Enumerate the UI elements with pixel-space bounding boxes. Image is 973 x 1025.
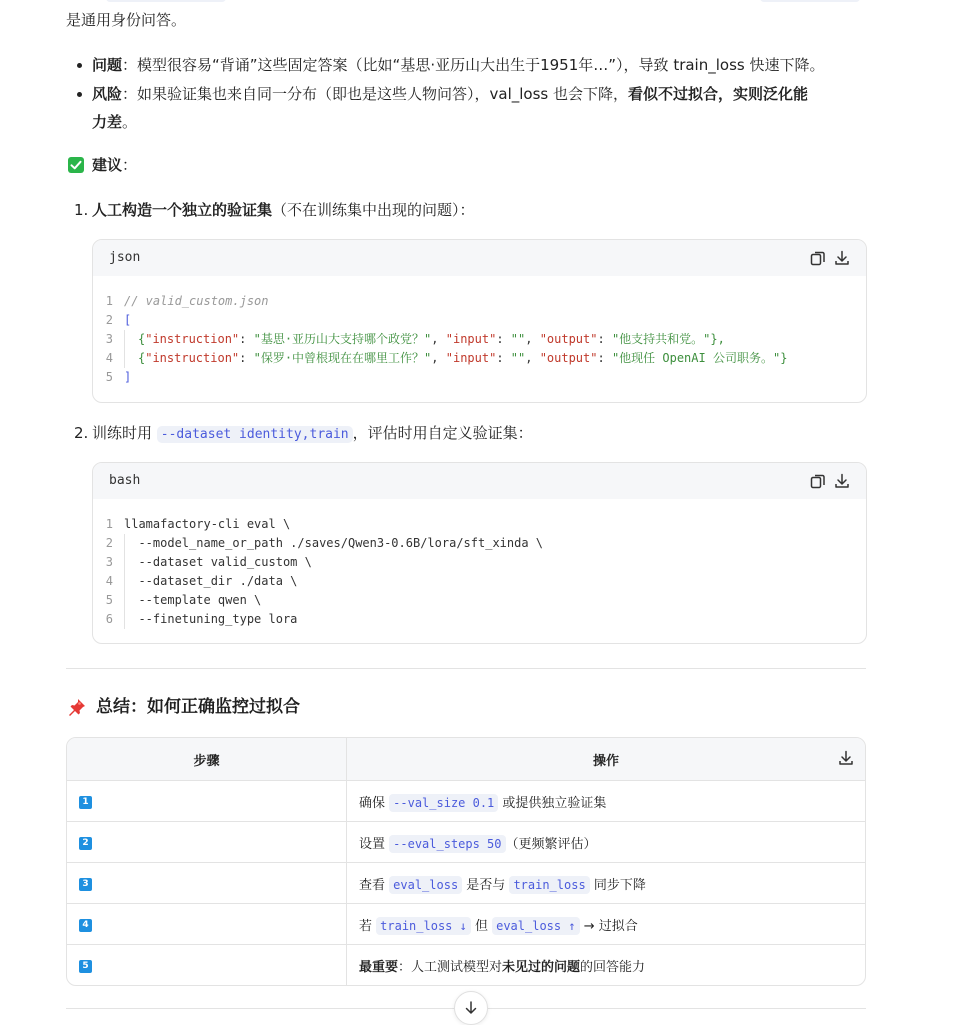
number-badge-icon: 2: [79, 837, 92, 850]
line-number: 6: [105, 612, 113, 626]
cell-bold-text: 未见过的问题: [502, 959, 581, 975]
step1-rest: （不在训练集中出现的问题）：: [272, 201, 475, 219]
copy-icon[interactable]: [809, 249, 827, 267]
copy-icon[interactable]: [809, 472, 827, 490]
code-block-body: [93, 276, 866, 402]
code-block-body: [93, 499, 866, 643]
step1-text: [92, 196, 475, 224]
bullet-risk-label: 风险: [92, 85, 123, 103]
code-block-header: [93, 463, 866, 499]
table-row: [67, 822, 865, 863]
bullet-dot: [77, 92, 82, 97]
cell-text: → 过拟合: [579, 918, 638, 934]
step-cell: [67, 904, 347, 945]
number-badge-icon: 1: [79, 796, 92, 809]
bullet-risk-text: ：如果验证集也来自同一分布（即也是这些人物问答），val_loss 也会下降，: [122, 85, 628, 103]
cell-text: 若: [359, 918, 377, 934]
cell-text: 确保: [359, 795, 390, 811]
code-line: --template qwen \: [124, 593, 262, 607]
table-header-step: 步骤: [67, 738, 347, 781]
json-key: "instruction": [145, 351, 240, 365]
number-badge-icon: 4: [79, 919, 92, 932]
line-number: 3: [105, 555, 113, 569]
code-line: [124, 368, 131, 387]
json-value: "他现任 OpenAI 公司职务。": [611, 351, 781, 365]
table-row: [67, 781, 865, 822]
json-value: "基思·亚历山大支持哪个政党？": [253, 332, 432, 346]
step2-number: 2.: [74, 424, 89, 442]
step2-inline-code: --dataset identity,train: [157, 426, 353, 443]
inline-code: --eval_steps 50: [389, 835, 505, 853]
indent-guide: [124, 330, 125, 368]
table-row: [67, 863, 865, 904]
code-bracket: [: [124, 313, 132, 327]
line-number: 2: [105, 536, 113, 550]
cell-text: 或提供独立验证集: [498, 795, 607, 811]
inline-code: eval_loss ↑: [492, 917, 579, 935]
cell-text: 但: [470, 918, 493, 934]
action-cell: [347, 863, 865, 904]
code-language-label: bash: [109, 473, 141, 488]
step2-text: [92, 419, 533, 449]
action-cell: [347, 822, 865, 863]
cell-text: 设置: [359, 836, 390, 852]
code-block-header: [93, 240, 866, 276]
json-key: "instruction": [145, 332, 240, 346]
arrow-down-icon: [462, 999, 480, 1017]
code-language-label: json: [109, 250, 141, 265]
suggestion-heading: [92, 151, 137, 179]
top-partial-line: 是通用身份问答。: [66, 11, 187, 29]
action-cell: [347, 781, 865, 822]
cell-text: 同步下降: [589, 877, 646, 893]
section-divider: [66, 668, 866, 669]
bullet-problem: [92, 51, 872, 79]
code-comment: // valid_custom.json: [124, 294, 269, 308]
code-line: {"instruction": "基思·亚历山大支持哪个政党？", "input": "", "output": "他支持共和党。"},: [138, 332, 725, 346]
top-partial-strip: [66, 0, 866, 4]
bullet-risk: [92, 80, 872, 136]
json-key: "input": [445, 332, 497, 346]
suggestion-label: 建议: [92, 156, 123, 174]
json-key: "output": [539, 332, 598, 346]
bullet-risk-end: 。: [122, 113, 138, 131]
code-line: --dataset_dir ./data \: [124, 574, 298, 588]
table-row: [67, 945, 865, 985]
json-end: }: [780, 351, 788, 365]
table-header-action-label: 操作: [592, 753, 619, 769]
cell-text: 的回答能力: [580, 959, 646, 975]
bullet-risk-bold: 看似不过拟合，实则泛化能: [628, 85, 809, 103]
inline-code: train_loss ↓: [376, 917, 471, 935]
step2-pre: 训练时用: [92, 424, 157, 442]
download-icon[interactable]: [837, 749, 855, 767]
inline-code: train_loss: [509, 876, 589, 894]
bullet-risk-bold2: 力差: [92, 113, 123, 131]
step-cell: [67, 863, 347, 904]
table-header-action: [347, 738, 865, 781]
line-number: 1: [105, 294, 113, 308]
json-value: "他支持共和党。": [611, 332, 711, 346]
suggestion-colon: ：: [122, 156, 138, 174]
step-cell: [67, 781, 347, 822]
summary-title: 总结：如何正确监控过拟合: [96, 697, 300, 717]
code-line: --finetuning_type lora: [124, 612, 298, 626]
line-number: 3: [105, 332, 113, 346]
json-end: },: [710, 332, 725, 346]
line-number: 5: [105, 593, 113, 607]
code-line: llamafactory-cli eval \: [124, 517, 291, 531]
bullet-problem-text: ：模型很容易“背诵”这些固定答案（比如“基思·亚历山大出生于1951年…”），导致 train_loss 快速下降。: [122, 56, 825, 74]
json-value: "": [510, 332, 526, 346]
code-block-json: [92, 239, 867, 403]
pushpin-icon: [67, 697, 87, 717]
code-block-bash: [92, 462, 867, 644]
step1-bold: 人工构造一个独立的验证集: [92, 201, 273, 219]
json-value: "": [510, 351, 526, 365]
number-badge-icon: 5: [79, 960, 92, 973]
line-number: 4: [105, 351, 113, 365]
line-number: 5: [105, 370, 113, 384]
step2-post: ，评估时用自定义验证集：: [352, 424, 533, 442]
summary-table: [66, 737, 866, 986]
cell-text: （更频繁评估）: [505, 836, 597, 852]
download-icon[interactable]: [833, 472, 851, 490]
cell-text: 查看: [359, 877, 390, 893]
step-cell: [67, 822, 347, 863]
code-line: {"instruction": "保罗·中曾根现在在哪里工作？", "input": "", "output": "他现任 OpenAI 公司职务。"}: [138, 351, 788, 365]
code-line: --dataset valid_custom \: [124, 555, 312, 569]
number-badge-icon: 3: [79, 878, 92, 891]
action-cell: [347, 904, 865, 945]
check-box-icon: [68, 157, 84, 173]
code-line: [124, 311, 131, 330]
download-icon[interactable]: [833, 249, 851, 267]
json-key: "output": [539, 351, 598, 365]
cell-text: ：人工测试模型对: [398, 959, 503, 975]
line-number: 2: [105, 313, 113, 327]
line-number: 4: [105, 574, 113, 588]
cell-text: 是否与: [462, 877, 510, 893]
bullet-dot: [77, 63, 82, 68]
step-cell: [67, 945, 347, 985]
scroll-down-button[interactable]: [454, 991, 488, 1025]
code-bracket: ]: [124, 370, 132, 384]
inline-code: --val_size 0.1: [389, 794, 498, 812]
inline-code: eval_loss: [389, 876, 462, 894]
json-value: "保罗·中曾根现在在哪里工作？": [253, 351, 432, 365]
bullet-problem-label: 问题: [92, 56, 123, 74]
table-row: [67, 904, 865, 945]
line-number: 1: [105, 517, 113, 531]
action-cell: [347, 945, 865, 985]
table-header-row: [67, 738, 865, 781]
code-line: --model_name_or_path ./saves/Qwen3-0.6B/lora/sft_xinda \: [124, 536, 544, 550]
cell-bold-text: 最重要: [359, 959, 399, 975]
step1-number: 1.: [74, 201, 89, 219]
json-key: "input": [445, 351, 497, 365]
code-line: [124, 292, 269, 311]
